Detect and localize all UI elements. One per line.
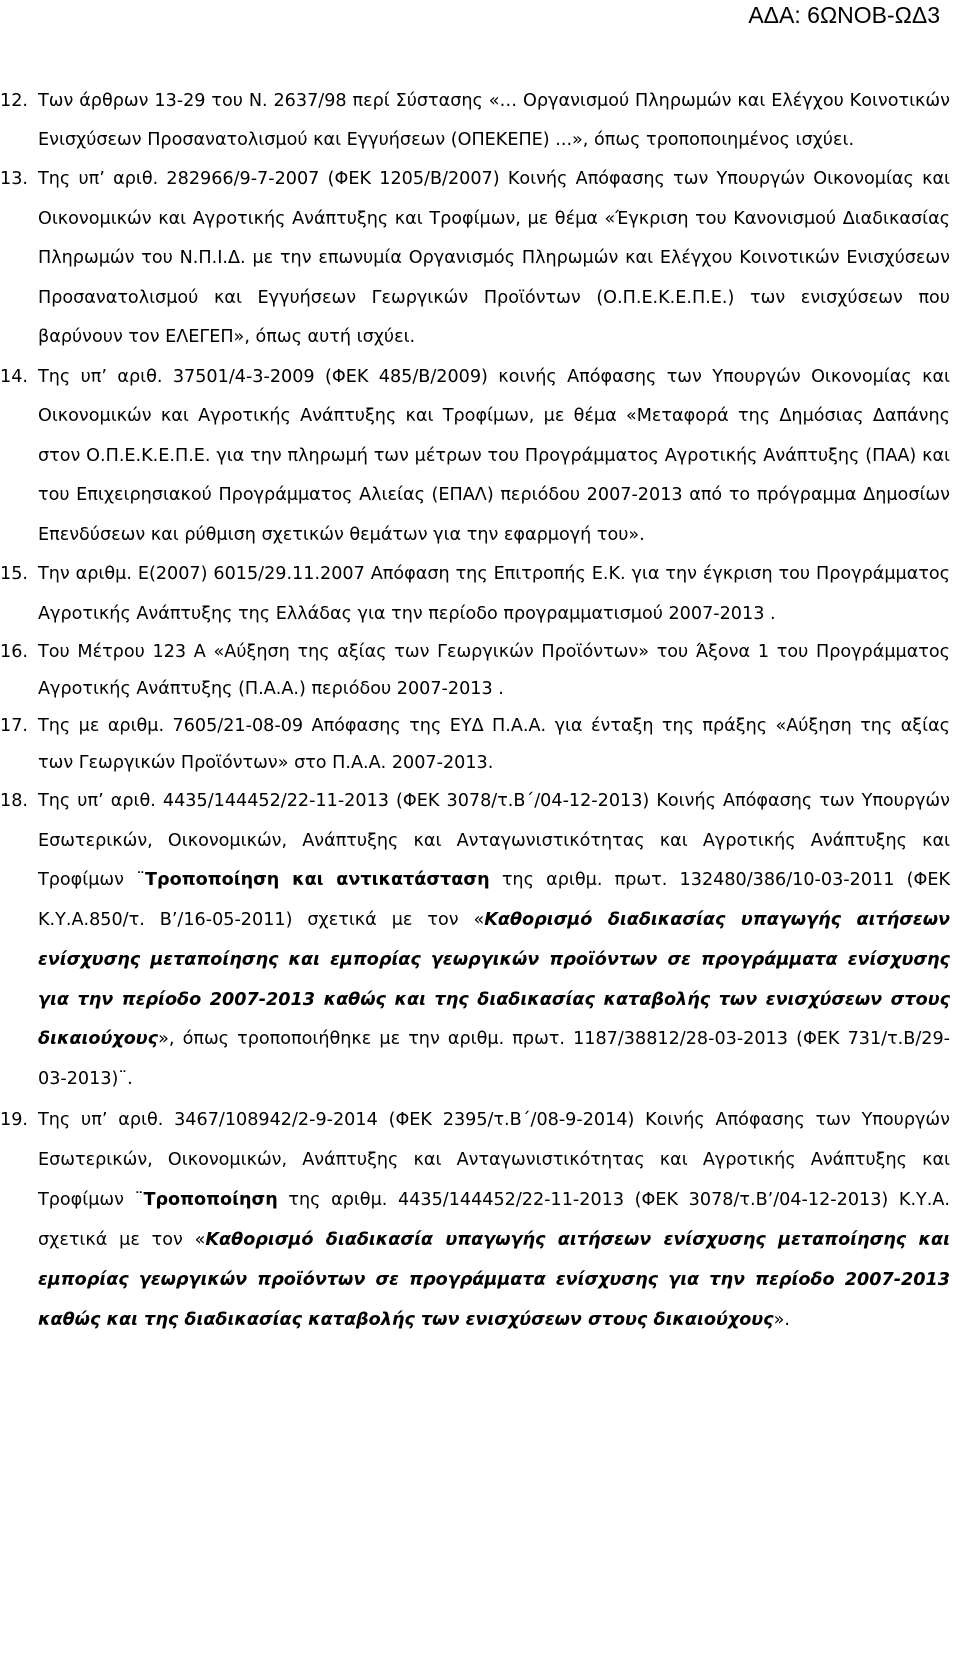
item-text-bold-italic: Καθορισμό διαδικασία υπαγωγής αιτήσεων ενίσχυσης μεταποίησης και εμπορίας γεωργικών προϊόντων σε προγράμματα ενίσχυσης για την περίοδο 2007-2013 καθώς και της διαδικασίας καταβολής των ενισχύσεων στους δικαιούχους (38, 1229, 950, 1330)
document-body (0, 82, 960, 1340)
item-number: 13. (0, 169, 28, 189)
item-number: 15. (0, 564, 28, 584)
item-text: Της υπ’ αριθ. 37501/4-3-2009 (ΦΕΚ 485/Β/2009) κοινής Απόφασης των Υπουργών Οικονομίας και Οικονομικών και Αγροτικής Ανάπτυξης και Τροφίμων, με θέμα «Μεταφορά της Δημόσιας Δαπάνης στον Ο.Π.Ε.Κ.Ε.Π.Ε. για την πληρωμή των μέτρων του Προγράμματος Αγροτικής Ανάπτυξης (ΠΑΑ) και του Επιχειρησιακού Προγράμματος Αλιείας (ΕΠΑΛ) περιόδου 2007-2013 από το πρόγραμμα Δημοσίων Επενδύσεων και ρύθμιση σχετικών θεμάτων για την εφαρμογή του». (38, 366, 950, 545)
item-text-bold: Τροποποίηση (143, 1189, 278, 1210)
item-number: 14. (0, 366, 28, 387)
item-text: Της με αριθμ. 7605/21-08-09 Απόφασης της ΕΥΔ Π.Α.Α. για ένταξη της πράξης «Αύξηση της αξίας των Γεωργικών Προϊόντων» στο Π.Α.Α. 2007-2013. (38, 716, 950, 773)
list-item-15 (0, 555, 960, 634)
list-item-17 (0, 708, 960, 782)
item-text: Την αριθμ. Ε(2007) 6015/29.11.2007 Απόφαση της Επιτροπής Ε.Κ. για την έγκριση του Προγράμματος Αγροτικής Ανάπτυξης της Ελλάδας για την περίοδο προγραμματισμού 2007-2013 . (38, 564, 950, 624)
item-text: Της υπ’ αριθ. 4435/144452/22-11-2013 (ΦΕΚ 3078/τ.Β΄/04-12-2013) Κοινής Απόφασης των Υπουργών Εσωτερικών, Οικονομικών, Ανάπτυξης και Ανταγωνιστικότητας και Αγροτικής Ανάπτυξης και Τροφίμων ¨ (38, 791, 950, 891)
item-text: Της υπ’ αριθ. 282966/9-7-2007 (ΦΕΚ 1205/Β/2007) Κοινής Απόφασης των Υπουργών Οικονομίας και Οικονομικών και Αγροτικής Ανάπτυξης και Τροφίμων, με θέμα «Έγκριση του Κανονισμού Διαδικασίας Πληρωμών του Ν.Π.Ι.Δ. με την επωνυμία Οργανισμός Πληρωμών και Ελέγχου Κοινοτικών Ενισχύσεων Προσανατολισμού και Εγγυήσεων Γεωργικών Προϊόντων (Ο.Π.Ε.Κ.Ε.Π.Ε.) των ενισχύσεων που βαρύνουν τον ΕΛΕΓΕΠ», όπως αυτή ισχύει. (38, 169, 950, 347)
item-text: Του Μέτρου 123 Α «Αύξηση της αξίας των Γεωργικών Προϊόντων» του Άξονα 1 του Προγράμματος Αγροτικής Ανάπτυξης (Π.Α.Α.) περιόδου 2007-2013 . (38, 642, 950, 699)
list-item-12 (0, 82, 960, 160)
item-text: », όπως τροποποιήθηκε με την αριθμ. πρωτ. 1187/38812/28-03-2013 (ΦΕΚ 731/τ.Β/29-03-2013)¨. (38, 1029, 950, 1089)
item-text: ». (773, 1309, 790, 1330)
item-text: Των άρθρων 13-29 του Ν. 2637/98 περί Σύστασης «… Οργανισμού Πληρωμών και Ελέγχου Κοινοτικών Ενισχύσεων Προσανατολισμού και Εγγυήσεων (ΟΠΕΚΕΠΕ) ...», όπως τροποποιημένος ισχύει. (38, 91, 950, 150)
list-item-16 (0, 634, 960, 708)
list-item-19 (0, 1100, 960, 1340)
item-number: 19. (0, 1109, 28, 1130)
item-number: 18. (0, 791, 28, 811)
item-text: της αριθμ. πρωτ. 132480/386/10-03-2011 (ΦΕΚ Κ.Υ.Α.850/τ. Β’/16-05-2011) σχετικά με τον « (38, 870, 950, 931)
item-text: Της υπ’ αριθ. 3467/108942/2-9-2014 (ΦΕΚ 2395/τ.Β΄/08-9-2014) Κοινής Απόφασης των Υπουργών Εσωτερικών, Οικονομικών, Ανάπτυξης και Ανταγωνιστικότητας και Αγροτικής Ανάπτυξης και Τροφίμων ¨ (38, 1109, 950, 1210)
list-item-14 (0, 358, 960, 556)
ada-code: ΑΔΑ: 6ΩΝΟΒ-ΩΔ3 (748, 2, 940, 28)
item-text-bold-italic: Καθορισμό διαδικασίας υπαγωγής αιτήσεων ενίσχυσης μεταποίησης και εμπορίας γεωργικών προϊόντων σε προγράμματα ενίσχυσης για την περίοδο 2007-2013 καθώς και της διαδικασίας καταβολής των ενισχύσεων στους δικαιούχους (38, 910, 950, 1050)
item-number: 17. (0, 716, 28, 736)
list-item-13 (0, 160, 960, 358)
item-text-bold: Τροποποίηση και αντικατάσταση (145, 870, 490, 891)
item-text: της αριθμ. 4435/144452/22-11-2013 (ΦΕΚ 3078/τ.Β’/04-12-2013) Κ.Υ.Α. σχετικά με τον « (38, 1189, 951, 1250)
item-number: 16. (0, 642, 28, 662)
item-number: 12. (0, 91, 28, 111)
list-item-18 (0, 782, 960, 1100)
